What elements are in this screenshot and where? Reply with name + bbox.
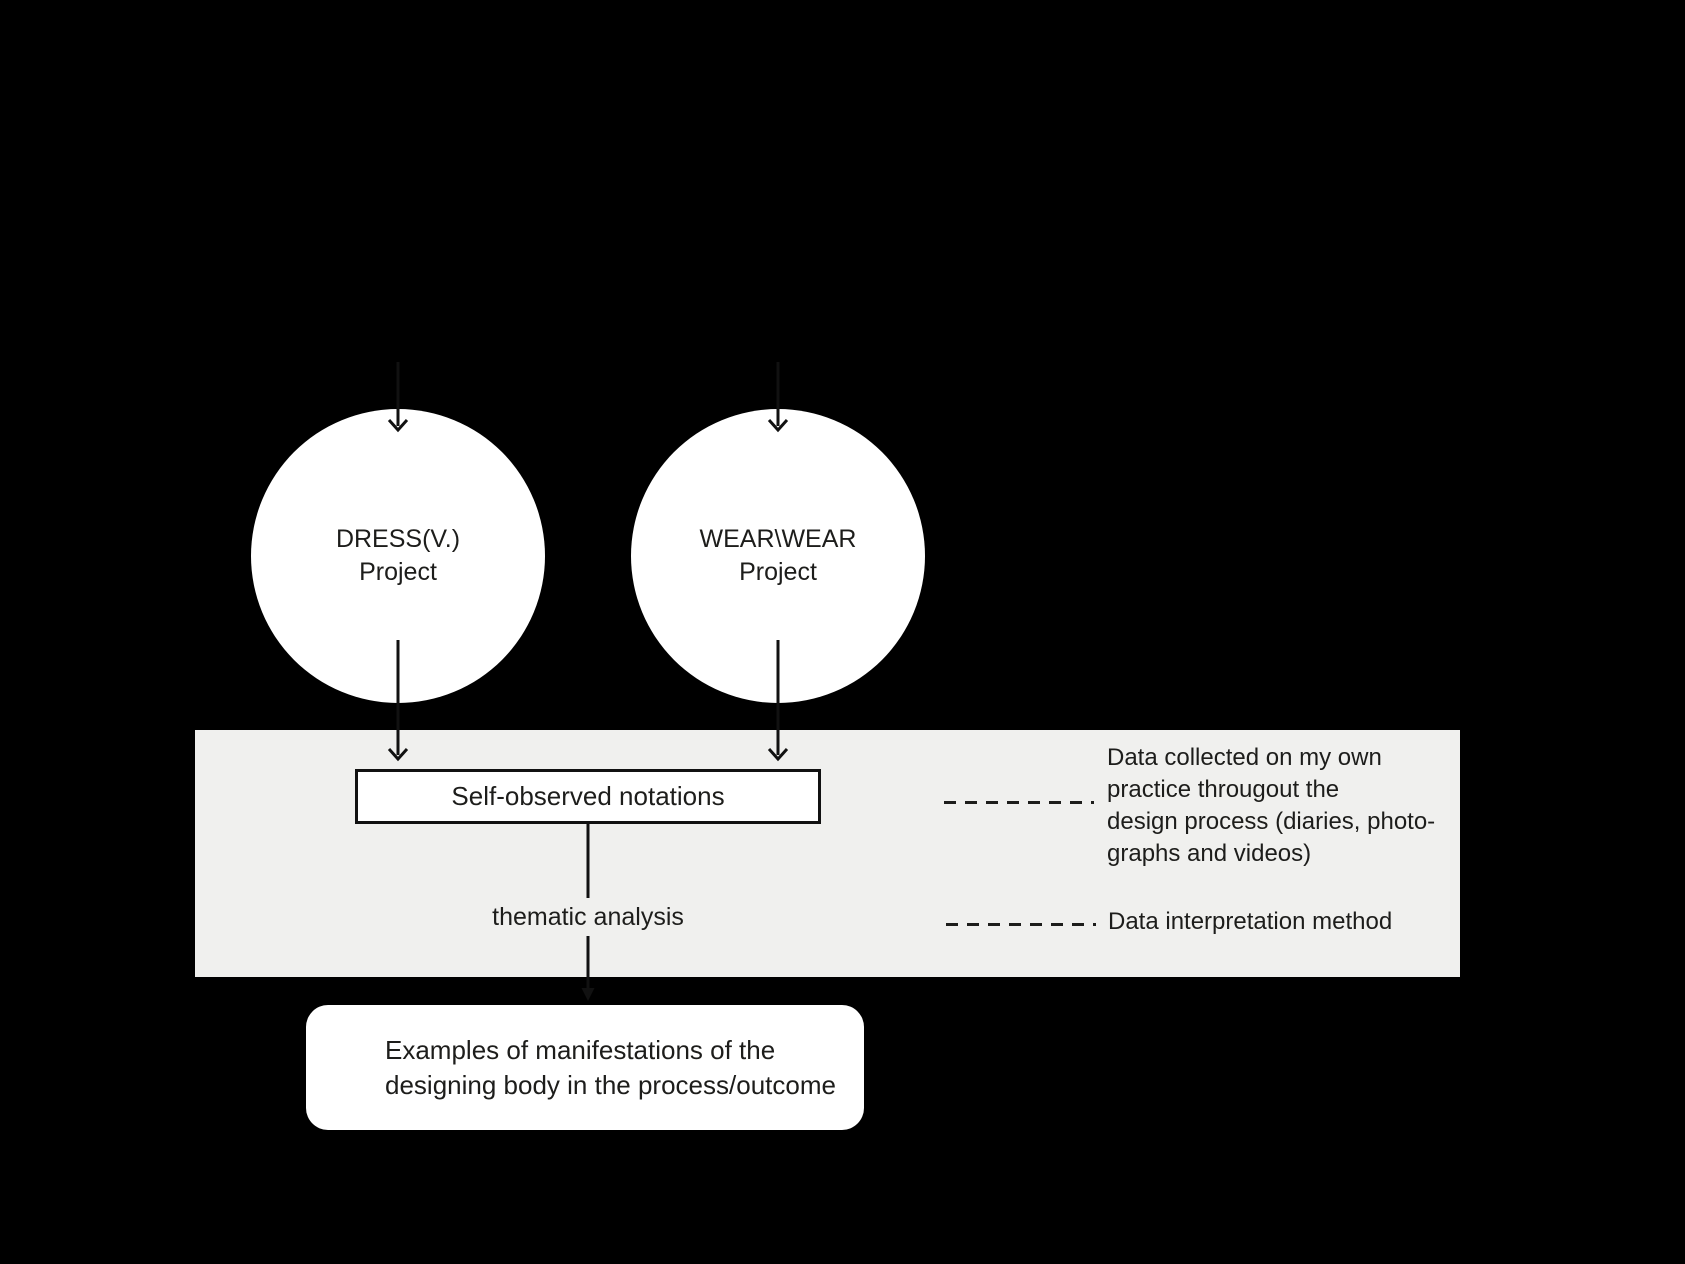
outcome-line-2: designing body in the process/outcome — [385, 1069, 836, 1100]
notations-label: Self-observed notations — [451, 781, 725, 811]
legend-dashed-line-interpretation — [946, 923, 1096, 926]
arrowhead-thematic-to-outcome-icon — [582, 988, 595, 1001]
legend-text-interpretation: Data interpretation method — [1108, 908, 1393, 935]
circle-title-line: DRESS(V.) — [335, 525, 461, 553]
circle-title-line: Project — [359, 558, 437, 586]
thematic-analysis-label: thematic analysis — [492, 903, 684, 931]
outcome-line-1: Examples of manifestations of the — [385, 1034, 776, 1065]
circle-title-line: Project — [739, 558, 817, 586]
project-circle-dress — [251, 409, 545, 703]
outcome-box — [306, 1005, 864, 1130]
legend-dashed-line-data-collected — [944, 801, 1094, 804]
legend-text-data-collected: Data collected on my own practice througout the design process (diaries, photo- graphs and videos) — [1107, 744, 1436, 867]
circle-title-line: WEAR\WEAR — [699, 525, 857, 553]
self-observed-notations-box — [355, 769, 821, 824]
project-circle-wear — [631, 409, 925, 703]
